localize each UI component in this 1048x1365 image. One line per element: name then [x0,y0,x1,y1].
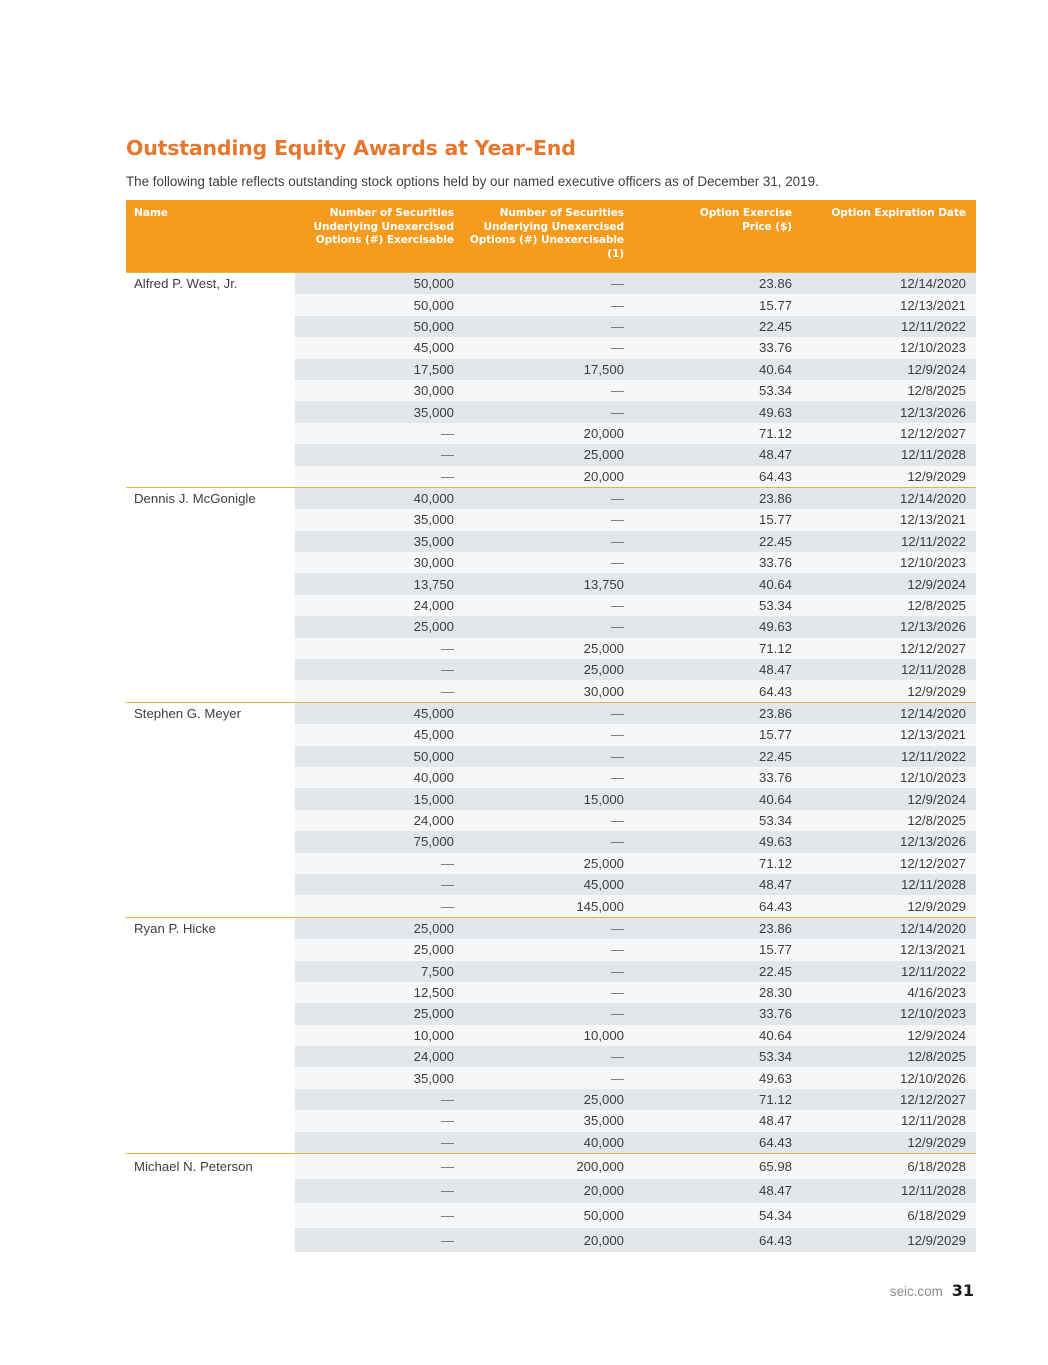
cell-unexercisable: 25,000 [583,640,624,656]
footnote-marker: (1) [607,247,624,260]
cell-exercisable: 50,000 [413,748,454,764]
cell-exercisable: — [440,1158,454,1174]
cell-expiration: 12/13/2026 [899,834,966,850]
cell-unexercisable: 145,000 [576,898,624,914]
cell-unexercisable: 10,000 [583,1027,624,1043]
cell-price: 23.86 [758,491,792,507]
table-row [126,273,976,294]
cell-expiration: 12/9/2024 [907,791,966,807]
column-header-price: Option Exercise Price ($) [699,207,792,233]
cell-price: 53.34 [758,1049,792,1065]
cell-expiration: 12/10/2023 [899,555,966,571]
cell-price: 33.76 [758,340,792,356]
cell-price: 65.98 [758,1158,792,1174]
cell-price: 40.64 [758,361,792,377]
cell-expiration: 12/12/2027 [899,855,966,871]
cell-expiration: 12/9/2029 [907,683,966,699]
cell-exercisable: — [440,468,454,484]
cell-expiration: 12/10/2023 [899,1006,966,1022]
cell-exercisable: — [440,425,454,441]
cell-expiration: 12/11/2028 [900,877,966,893]
cell-price: 22.45 [758,533,792,549]
cell-unexercisable: — [610,942,624,958]
cell-expiration: 12/9/2029 [907,898,966,914]
table-row [126,746,976,767]
footer-site: seic.com [889,1284,943,1299]
table-header-row [126,200,976,272]
cell-name: Stephen G. Meyer [134,706,242,721]
cell-name: Michael N. Peterson [134,1158,253,1174]
cell-unexercisable: — [610,340,624,356]
table-row [126,531,976,552]
table-row [126,1203,976,1228]
cell-exercisable: — [440,447,454,463]
cell-unexercisable: 200,000 [576,1158,624,1174]
cell-price: 40.64 [758,1027,792,1043]
cell-expiration: 4/16/2023 [907,985,966,1001]
cell-expiration: 12/11/2022 [900,748,966,764]
cell-unexercisable: — [610,555,624,571]
table-row [126,1046,976,1067]
cell-unexercisable: — [610,512,624,528]
cell-expiration: 12/13/2026 [899,619,966,635]
cell-price: 23.86 [758,920,792,936]
cell-price: 53.34 [758,812,792,828]
cell-price: 33.76 [758,770,792,786]
cell-unexercisable: — [610,963,624,979]
cell-price: 48.47 [758,877,792,893]
cell-expiration: 12/13/2021 [899,297,966,313]
cell-price: 48.47 [758,447,792,463]
table-group [126,917,976,1153]
cell-unexercisable: 50,000 [583,1208,624,1223]
cell-price: 23.86 [758,706,792,721]
cell-exercisable: 40,000 [413,491,454,507]
cell-price: 22.45 [758,318,792,334]
cell-exercisable: 50,000 [413,318,454,334]
table-row [126,810,976,831]
table-row [126,961,976,982]
cell-unexercisable: — [610,533,624,549]
cell-exercisable: 75,000 [413,834,454,850]
table-row [126,1067,976,1088]
cell-exercisable: — [440,662,454,678]
column-header-name: Name [134,207,168,219]
cell-exercisable: 12,500 [413,985,454,1001]
cell-unexercisable: — [610,1006,624,1022]
cell-exercisable: — [440,1092,454,1108]
table-row [126,853,976,874]
cell-exercisable: 50,000 [413,297,454,313]
cell-unexercisable: 15,000 [583,791,624,807]
cell-exercisable: 25,000 [413,920,454,936]
cell-exercisable: 30,000 [413,555,454,571]
cell-expiration: 12/9/2024 [907,361,966,377]
cell-expiration: 12/13/2021 [899,727,966,743]
cell-expiration: 12/8/2025 [907,598,966,614]
table-body [126,272,976,1252]
cell-expiration: 12/14/2020 [899,920,966,936]
table-group [126,1153,976,1252]
table-row [126,895,976,916]
cell-unexercisable: — [610,834,624,850]
cell-exercisable: 7,500 [420,963,454,979]
cell-unexercisable: — [610,727,624,743]
table-group [126,702,976,917]
cell-price: 64.43 [758,1134,792,1150]
footer-page-number: 31 [951,1281,974,1300]
cell-price: 33.76 [758,1006,792,1022]
cell-exercisable: 25,000 [413,619,454,635]
cell-exercisable: 25,000 [413,1006,454,1022]
cell-price: 22.45 [758,963,792,979]
table-row [126,1025,976,1046]
table-row [126,488,976,509]
cell-exercisable: — [440,1232,454,1248]
cell-price: 28.30 [758,985,792,1001]
cell-expiration: 12/9/2029 [907,468,966,484]
cell-price: 64.43 [758,1232,792,1248]
page-footer [890,1281,974,1300]
cell-unexercisable: — [610,920,624,936]
cell-exercisable: — [440,898,454,914]
cell-price: 48.47 [758,1183,792,1199]
cell-unexercisable: — [610,276,624,292]
cell-expiration: 6/18/2029 [907,1208,966,1223]
cell-price: 33.76 [758,555,792,571]
cell-expiration: 12/13/2021 [899,512,966,528]
table-group [126,487,976,702]
cell-exercisable: 30,000 [413,383,454,399]
cell-unexercisable: 17,500 [583,361,624,377]
page-title: Outstanding Equity Awards at Year-End [126,135,576,160]
cell-unexercisable: — [610,748,624,764]
cell-price: 53.34 [758,598,792,614]
cell-expiration: 12/14/2020 [899,491,966,507]
table-row [126,616,976,637]
cell-unexercisable: — [610,318,624,334]
cell-price: 49.63 [758,834,792,850]
table-row [126,831,976,852]
table-row [126,466,976,487]
cell-exercisable: 35,000 [413,404,454,420]
cell-price: 64.43 [758,468,792,484]
cell-expiration: 12/11/2022 [900,533,966,549]
cell-exercisable: — [440,1208,454,1223]
cell-exercisable: 15,000 [413,791,454,807]
table-row [126,509,976,530]
cell-price: 54.34 [758,1208,792,1223]
cell-unexercisable: 20,000 [583,425,624,441]
cell-price: 53.34 [758,383,792,399]
cell-exercisable: 50,000 [413,276,454,292]
cell-expiration: 12/13/2021 [899,942,966,958]
table-row [126,1110,976,1131]
table-row [126,703,976,724]
cell-expiration: 12/11/2022 [900,318,966,334]
cell-name: Dennis J. McGonigle [134,491,256,507]
cell-unexercisable: 45,000 [583,877,624,893]
cell-price: 15.77 [758,727,792,743]
cell-price: 15.77 [758,297,792,313]
cell-exercisable: — [440,855,454,871]
table-row [126,788,976,809]
cell-unexercisable: 13,750 [583,576,624,592]
cell-expiration: 12/12/2027 [899,640,966,656]
table-row [126,401,976,422]
cell-unexercisable: 35,000 [583,1113,624,1129]
cell-exercisable: 35,000 [413,1070,454,1086]
cell-unexercisable: — [610,1070,624,1086]
cell-price: 71.12 [758,855,792,871]
table-row [126,724,976,745]
table-row [126,874,976,895]
table-row [126,659,976,680]
table-row [126,337,976,358]
cell-exercisable: 24,000 [413,598,454,614]
cell-price: 15.77 [758,512,792,528]
table-row [126,1228,976,1253]
cell-expiration: 12/14/2020 [899,706,966,721]
intro-paragraph: The following table reflects outstanding stock options held by our named executive officers as of December 31, 2019. [126,174,819,190]
table-row [126,380,976,401]
cell-name: Ryan P. Hicke [134,920,216,936]
cell-unexercisable: 20,000 [583,1232,624,1248]
cell-expiration: 12/8/2025 [907,383,966,399]
cell-unexercisable: — [610,770,624,786]
column-header-expiration: Option Expiration Date [831,207,966,219]
cell-unexercisable: — [610,383,624,399]
cell-unexercisable: — [610,706,624,721]
cell-unexercisable: — [610,297,624,313]
table-row [126,638,976,659]
cell-price: 64.43 [758,898,792,914]
cell-unexercisable: — [610,619,624,635]
cell-name: Alfred P. West, Jr. [134,276,238,292]
table-row [126,1132,976,1153]
table-row [126,444,976,465]
cell-exercisable: — [440,1183,454,1199]
cell-expiration: 12/10/2023 [899,770,966,786]
table-row [126,982,976,1003]
cell-expiration: 12/10/2023 [899,340,966,356]
cell-price: 71.12 [758,1092,792,1108]
cell-expiration: 12/11/2028 [900,662,966,678]
cell-exercisable: 45,000 [413,340,454,356]
cell-unexercisable: 25,000 [583,1092,624,1108]
cell-price: 40.64 [758,576,792,592]
cell-unexercisable: — [610,1049,624,1065]
cell-price: 49.63 [758,619,792,635]
cell-expiration: 12/11/2028 [900,447,966,463]
table-row [126,595,976,616]
cell-expiration: 12/10/2026 [899,1070,966,1086]
cell-price: 64.43 [758,683,792,699]
cell-exercisable: 35,000 [413,512,454,528]
cell-unexercisable: 20,000 [583,468,624,484]
table-row [126,1179,976,1204]
cell-unexercisable: 20,000 [583,1183,624,1199]
cell-expiration: 12/13/2026 [899,404,966,420]
cell-exercisable: — [440,1113,454,1129]
table-row [126,573,976,594]
cell-price: 48.47 [758,662,792,678]
cell-expiration: 12/12/2027 [899,425,966,441]
cell-exercisable: 17,500 [413,361,454,377]
cell-price: 49.63 [758,404,792,420]
cell-unexercisable: 25,000 [583,662,624,678]
cell-expiration: 12/8/2025 [907,812,966,828]
cell-unexercisable: — [610,404,624,420]
cell-expiration: 12/11/2022 [900,963,966,979]
table-row [126,767,976,788]
cell-expiration: 12/12/2027 [899,1092,966,1108]
table-row [126,552,976,573]
cell-unexercisable: 30,000 [583,683,624,699]
cell-unexercisable: — [610,491,624,507]
cell-price: 23.86 [758,276,792,292]
cell-exercisable: 24,000 [413,812,454,828]
cell-price: 40.64 [758,791,792,807]
cell-price: 48.47 [758,1113,792,1129]
cell-price: 71.12 [758,640,792,656]
table-row [126,1154,976,1179]
cell-expiration: 12/8/2025 [907,1049,966,1065]
table-row [126,316,976,337]
cell-price: 71.12 [758,425,792,441]
cell-expiration: 12/14/2020 [899,276,966,292]
cell-exercisable: 10,000 [413,1027,454,1043]
cell-expiration: 12/9/2024 [907,1027,966,1043]
cell-expiration: 12/9/2024 [907,576,966,592]
cell-unexercisable: — [610,598,624,614]
cell-exercisable: 24,000 [413,1049,454,1065]
cell-exercisable: — [440,640,454,656]
table-row [126,294,976,315]
cell-exercisable: 25,000 [413,942,454,958]
cell-exercisable: 13,750 [413,576,454,592]
column-header-unexercisable: Number of Securities Underlying Unexercised Options (#) Unexercisable (1) [460,207,630,272]
cell-unexercisable: — [610,812,624,828]
cell-exercisable: 45,000 [413,706,454,721]
equity-awards-table [126,200,976,1252]
table-row [126,359,976,380]
cell-expiration: 12/9/2029 [907,1134,966,1150]
cell-exercisable: — [440,877,454,893]
table-row [126,939,976,960]
table-row [126,1089,976,1110]
cell-expiration: 6/18/2028 [907,1158,966,1174]
column-header-exercisable: Number of Securities Underlying Unexercised Options (#) Exercisable [313,207,454,247]
table-row [126,1003,976,1024]
cell-price: 49.63 [758,1070,792,1086]
cell-exercisable: — [440,683,454,699]
cell-price: 15.77 [758,942,792,958]
cell-unexercisable: 25,000 [583,447,624,463]
cell-unexercisable: 40,000 [583,1134,624,1150]
cell-expiration: 12/11/2028 [900,1113,966,1129]
cell-price: 22.45 [758,748,792,764]
cell-exercisable: — [440,1134,454,1150]
cell-exercisable: 35,000 [413,533,454,549]
table-row [126,918,976,939]
cell-unexercisable: 25,000 [583,855,624,871]
cell-exercisable: 40,000 [413,770,454,786]
cell-expiration: 12/11/2028 [900,1183,966,1199]
table-row [126,680,976,701]
cell-unexercisable: — [610,985,624,1001]
table-group [126,272,976,487]
table-row [126,423,976,444]
cell-exercisable: 45,000 [413,727,454,743]
cell-expiration: 12/9/2029 [907,1232,966,1248]
